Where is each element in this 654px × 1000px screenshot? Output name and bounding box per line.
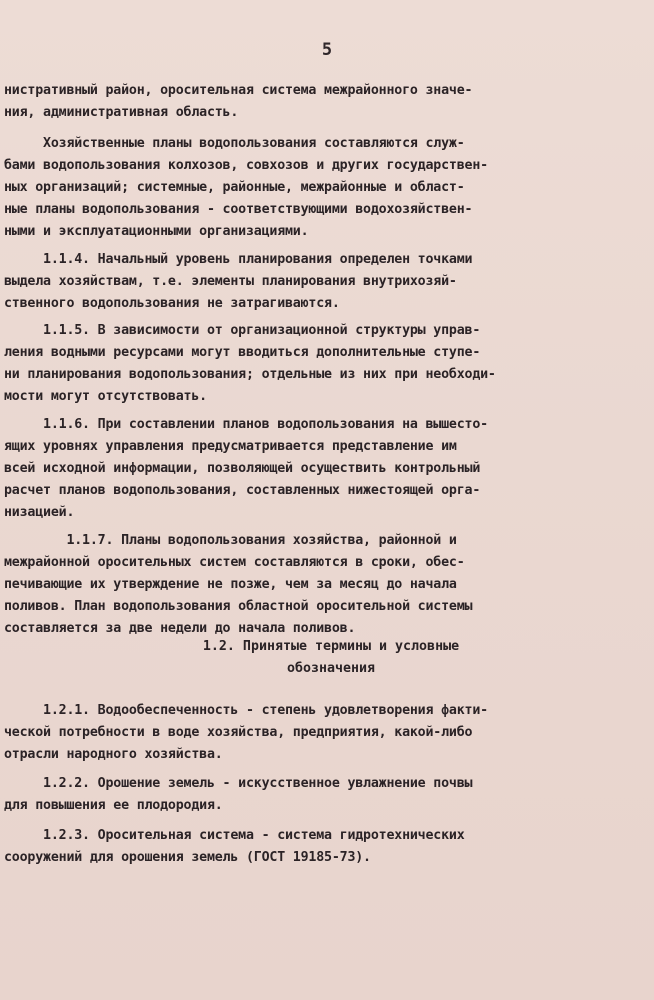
text-line: Хозяйственные планы водопользования составляются служ-: [4, 136, 465, 151]
text-line: 1.1.6. При составлении планов водопользования на вышесто-: [4, 417, 488, 432]
text-line: ления водными ресурсами могут вводиться дополнительные ступе-: [4, 345, 481, 360]
text-line: 1.1.5. В зависимости от организационной структуры управ-: [4, 323, 481, 338]
text-line: низацией.: [4, 505, 75, 520]
page-number: 5: [321, 40, 333, 60]
paragraph-1-1-4: [4, 249, 654, 315]
text-line: сооружений для орошения земель (ГОСТ 19185-73).: [4, 850, 371, 865]
text-line: составляется за две недели до начала поливов.: [4, 621, 356, 636]
text-line: ными и эксплуатационными организациями.: [4, 224, 309, 239]
section-heading: [4, 636, 654, 680]
text-line: 1.2.3. Оросительная система - система гидротехнических: [4, 828, 465, 843]
section-heading-line2: обозначения: [286, 661, 376, 676]
text-line: отрасли народного хозяйства.: [4, 747, 223, 762]
paragraph-1-1-5: [4, 320, 654, 408]
text-line: 1.2.2. Орошение земель - искусственное увлажнение почвы: [4, 776, 473, 791]
text-line: выдела хозяйствам, т.е. элементы планирования внутрихозяй-: [4, 274, 457, 289]
text-line: всей исходной информации, позволяющей осуществить контрольный: [4, 461, 481, 476]
paragraph-1-2-2: [4, 773, 654, 817]
text-line: бами водопользования колхозов, совхозов и других государствен-: [4, 158, 488, 173]
text-line: ящих уровнях управления предусматривается представление им: [4, 439, 457, 454]
paragraph-1-1-6: [4, 414, 654, 524]
paragraph-1-1-7: [4, 530, 654, 640]
paragraph-continuation: [4, 80, 654, 124]
text-line: ческой потребности в воде хозяйства, предприятия, какой-либо: [4, 725, 473, 740]
text-line: 1.2.1. Водообеспеченность - степень удовлетворения факти-: [4, 703, 488, 718]
text-line: поливов. План водопользования областной оросительной системы: [4, 599, 473, 614]
text-line: ни планирования водопользования; отдельные из них при необходи-: [4, 367, 496, 382]
text-line: ственного водопользования не затрагиваются.: [4, 296, 340, 311]
paragraph-water-plans: [4, 133, 654, 243]
text-line: 1.1.7. Планы водопользования хозяйства, районной и: [4, 533, 457, 548]
text-line: 1.1.4. Начальный уровень планирования определен точками: [4, 252, 473, 267]
text-line: печивающие их утверждение не позже, чем за месяц до начала: [4, 577, 457, 592]
text-line: ных организаций; системные, районные, межрайонные и област-: [4, 180, 465, 195]
text-line: межрайонной оросительных систем составляются в сроки, обес-: [4, 555, 465, 570]
text-line: для повышения ее плодородия.: [4, 798, 223, 813]
paragraph-1-2-1: [4, 700, 654, 766]
text-line: мости могут отсутствовать.: [4, 389, 207, 404]
paragraph-1-2-3: [4, 825, 654, 869]
text-line: нистративный район, оросительная система межрайонного значе-: [4, 83, 473, 98]
text-line: ные планы водопользования - соответствующими водохозяйствен-: [4, 202, 473, 217]
text-line: ния, административная область.: [4, 105, 239, 120]
text-line: расчет планов водопользования, составленных нижестоящей орга-: [4, 483, 481, 498]
section-heading-line1: 1.2. Принятые термины и условные: [202, 639, 460, 654]
